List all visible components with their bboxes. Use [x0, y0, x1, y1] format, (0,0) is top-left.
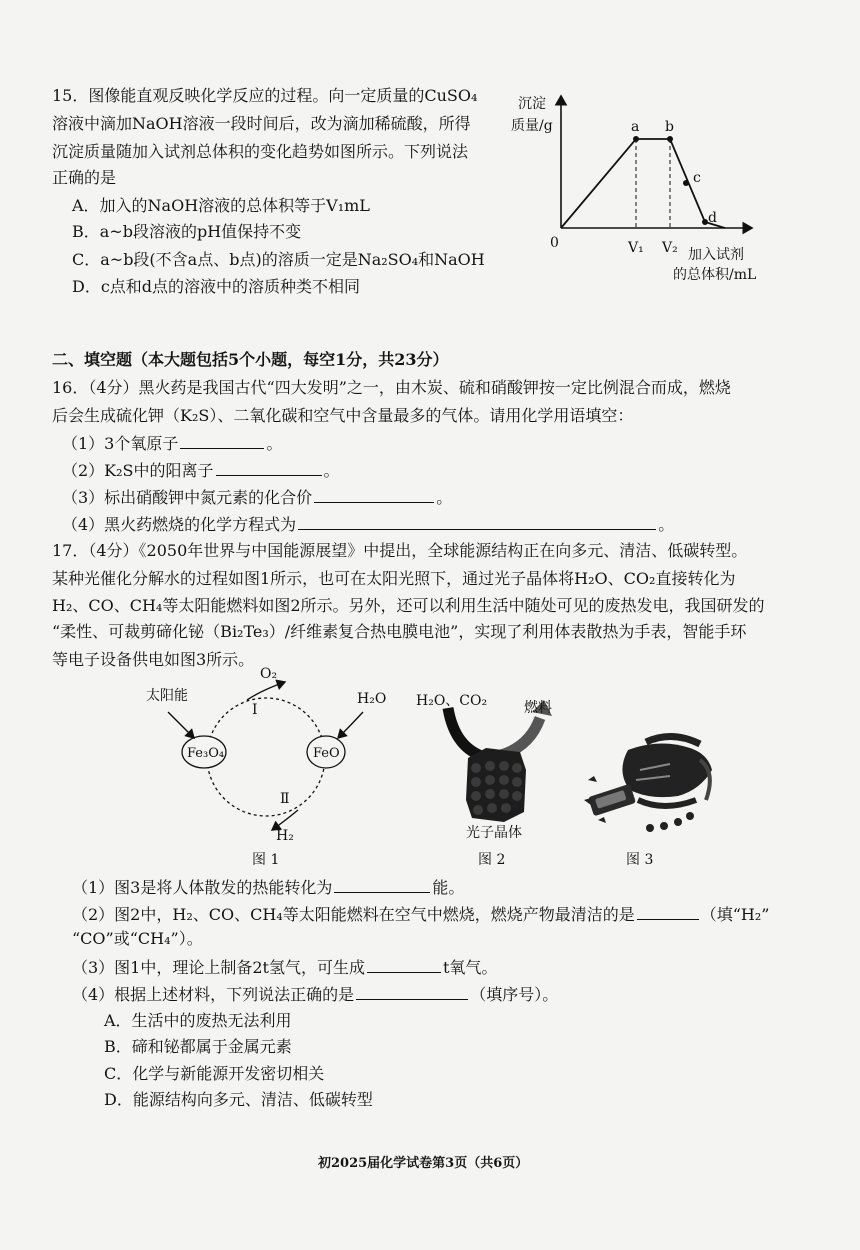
- q15-stem-line-2: 溶液中滴加NaOH溶液一段时间后，改为滴加稀硫酸，所得: [52, 114, 471, 133]
- q17-stem-line-1: 17．（4分）《2050年世界与中国能源展望》中提出，全球能源结构正在向多元、清洁、低碳转型。: [52, 541, 748, 560]
- graph-v1: V₁: [628, 240, 644, 256]
- q15-option-b: B．a~b段溶液的pH值保持不变: [72, 222, 302, 241]
- q17-sub-2-text: （2）图2中，H₂、CO、CH₄等太阳能燃料在空气中燃烧，燃烧产物最清洁的是: [72, 905, 635, 924]
- fig1-stage-1: Ⅰ: [252, 702, 258, 718]
- wearable-thermo-film-image: [584, 736, 712, 832]
- q17-stem-line-5: 等电子设备供电如图3所示。: [52, 650, 255, 669]
- section-title: 二、填空题（本大题包括5个小题，每空1分，共23分）: [52, 350, 449, 369]
- q17-stem-line-2: 某种光催化分解水的过程如图1所示，也可在太阳光照下，通过光子晶体将H₂O、CO₂直接转化为: [52, 569, 736, 588]
- q15-stem-line-3: 沉淀质量随加入试剂总体积的变化趋势如图所示。下列说法: [52, 142, 469, 161]
- q16-item-4-end: 。: [658, 515, 675, 534]
- q17-sub-1-end: 能。: [432, 878, 465, 897]
- q17-sub-1: [72, 876, 464, 898]
- graph-point-b: b: [665, 119, 674, 135]
- graph-xlabel-1: 加入试剂: [688, 247, 744, 263]
- q16-item-3-end: 。: [436, 488, 453, 507]
- q17-stem-line-3: H₂、CO、CH₄等太阳能燃料如图2所示。另外，还可以利用生活中随处可见的废热发电，我国研发的: [52, 596, 765, 615]
- fig1-h2-label: H₂: [276, 828, 294, 844]
- q16-item-2-text: （2）K₂S中的阳离子: [62, 461, 214, 480]
- q17-sub-2: [72, 903, 769, 925]
- q16-item-3-text: （3）标出硝酸钾中氮元素的化合价: [62, 488, 313, 507]
- q17-stem-line-4: “柔性、可裁剪碲化铋（Bi₂Te₃）/纤维素复合热电膜电池”，实现了利用体表散热为手表，智能手环: [52, 622, 747, 641]
- graph-point-a: a: [631, 119, 640, 135]
- fig2-crystal-label: 光子晶体: [466, 825, 522, 841]
- q15-stem-line-1: 15．图像能直观反映化学反应的过程。向一定质量的CuSO₄: [52, 86, 478, 105]
- q17-option-a: A．生活中的废热无法利用: [104, 1011, 292, 1030]
- fig1-feo-label: FeO: [313, 746, 340, 761]
- fig1-caption: 图 1: [252, 852, 280, 868]
- answer-blank[interactable]: [356, 983, 468, 1000]
- q16-item-4-text: （4）黑火药燃烧的化学方程式为: [62, 515, 297, 534]
- q15-option-d: D．c点和d点的溶液中的溶质种类不相同: [72, 277, 361, 296]
- fig2-input-label: H₂O、CO₂: [416, 693, 488, 709]
- q17-sub-4: [72, 983, 558, 1005]
- q17-sub-3-end: t氧气。: [442, 958, 498, 977]
- answer-blank[interactable]: [367, 956, 441, 973]
- fig2-output-label: 燃料: [524, 700, 552, 716]
- page-footer: 初2025届化学试卷第3页（共6页）: [318, 1156, 529, 1171]
- q15-option-a: A．加入的NaOH溶液的总体积等于V₁mL: [72, 196, 370, 215]
- q17-sub-2-end: （填“H₂”: [700, 905, 770, 924]
- q15-stem-line-4: 正确的是: [52, 168, 117, 187]
- q16-item-2-end: 。: [323, 461, 340, 480]
- q17-sub-4-text: （4）根据上述材料，下列说法正确的是: [72, 985, 355, 1004]
- fig1-h2o-label: H₂O: [357, 691, 387, 707]
- fig3-caption: 图 3: [626, 852, 654, 868]
- graph-xlabel-2: 的总体积/mL: [673, 267, 757, 283]
- q17-option-d: D．能源结构向多元、清洁、低碳转型: [104, 1090, 373, 1109]
- answer-blank[interactable]: [637, 903, 699, 920]
- fig1-sun-label: 太阳能: [146, 688, 188, 704]
- q15-option-c: C．a~b段(不含a点、b点)的溶质一定是Na₂SO₄和NaOH: [72, 250, 485, 269]
- graph-point-c: c: [693, 170, 701, 186]
- answer-blank[interactable]: [334, 876, 430, 893]
- q16-item-1-end: 。: [266, 434, 283, 453]
- q16-stem-line-2: 后会生成硫化钾（K₂S）、二氧化碳和空气中含量最多的气体。请用化学用语填空：: [52, 406, 634, 425]
- q17-sub-3: [72, 956, 497, 978]
- graph-v2: V₂: [662, 240, 678, 256]
- graph-ylabel-2: 质量/g: [511, 118, 553, 134]
- q16-item-1-text: （1）3个氧原子: [62, 434, 179, 453]
- fig1-o2-label: O₂: [260, 666, 278, 682]
- q17-sub-2-continued: “CO”或“CH₄”）。: [72, 929, 203, 948]
- q17-sub-4-end: （填序号）。: [470, 985, 559, 1004]
- graph-ylabel-1: 沉淀: [518, 96, 546, 112]
- graph-origin: 0: [550, 235, 559, 251]
- fig2-caption: 图 2: [478, 852, 506, 868]
- q17-option-b: B．碲和铋都属于金属元素: [104, 1037, 292, 1056]
- fig1-stage-2: Ⅱ: [280, 791, 290, 807]
- q17-option-c: C．化学与新能源开发密切相关: [104, 1064, 325, 1083]
- graph-point-d: d: [708, 210, 717, 226]
- q17-sub-1-text: （1）图3是将人体散发的热能转化为: [72, 878, 333, 897]
- fig1-fe3o4-label: Fe₃O₄: [187, 746, 225, 761]
- q17-sub-3-text: （3）图1中，理论上制备2t氢气，可生成: [72, 958, 365, 977]
- q16-stem-line-1: 16．（4分）黑火药是我国古代“四大发明”之一，由木炭、硫和硝酸钾按一定比例混合而成，燃烧: [52, 378, 731, 397]
